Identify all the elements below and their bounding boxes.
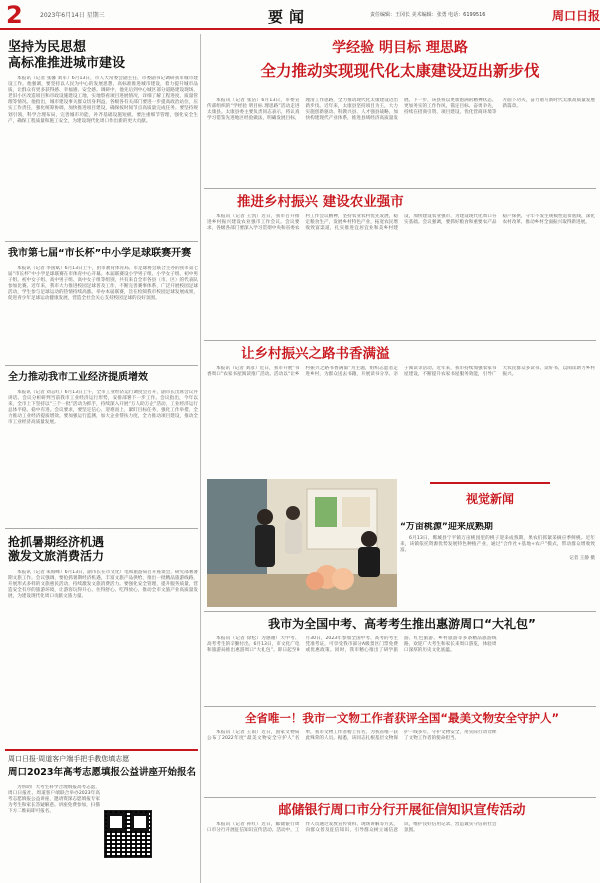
paper-logo: 周口日报	[552, 9, 600, 23]
article-football-league: 本报讯（记者 李国斌）6月13日上午，由市教育体育局、市足球协会联合主办的我市第七届“市长杯”中小学足球联赛在市体育中心开幕。本届联赛设小学男子组、小学女子组、初中男子组、初中女子组、高中男子组、高中女子组等组别，共有来自全市各县（市、区）的代表队参加比赛。近年来，我市大力推进校园足球普及工作，不断完善赛事体系，广泛开展校园足球活动，学生参与足球运动的热情持续高涨。举办本届联赛，旨在检阅我市校园足球发展成果，促进青少年足球运动健康发展，营造全社会关心支持校园足球的良好氛围。	[8, 266, 198, 302]
rule	[5, 241, 198, 242]
photo-caption-text: 6月13日，郸城县宁平镇万亩桃园里的桃子迎来成熟期，果农们抓紧采摘应季鲜桃。近年来，该镇依托资源优势发展特色种植产业，通过“合作社+基地+农户”模式，带动群众增收致富。	[400, 535, 595, 553]
qr-code[interactable]	[104, 810, 152, 858]
headline-football-league: 我市第七届“市长杯”中小学足球联赛开赛	[8, 248, 192, 259]
visual-news-badge: 视觉新闻	[465, 492, 514, 506]
rule	[204, 188, 596, 189]
headline-relic-guardian: 全省唯一！我市一文物工作者获评全国“最美文物安全守护人”	[244, 711, 560, 725]
rule	[5, 749, 198, 751]
main-headline-kicker: 学经验 明目标 理思路	[332, 40, 468, 56]
headline-rural-reading: 让乡村振兴之路书香满溢	[241, 346, 390, 362]
article-rural-revitalization: 本报讯（记者 王凯）近日，我市召开推进乡村振兴建设农业强市工作会议。会议要求，各级各部门要深入学习贯彻中央和省委农村工作会议精神，坚持农业农村优先发展，稳定粮食生产，发展乡村特色产业，拓宽农民增收致富渠道，扎实推进宜居宜业和美乡村建设，加快建设农业强市，为建设现代化周口夯实基础。会议强调，要抓好粮食和重要农产品稳产保供，守牢不发生规模性返贫底线，深化农村改革，推动乡村全面振兴取得新进展。	[207, 214, 595, 232]
publish-date: 2023年6月14日 星期三	[40, 12, 105, 19]
headline-rural-revitalization: 推进乡村振兴 建设农业强市	[237, 194, 404, 210]
rule	[204, 340, 596, 341]
article-taikang: 本报讯（记者 张洁）6月13日，市委宣传部组织的“学经验 明目标 理思路”活动走进太康县。太康县委主要负责同志表示，将认真学习借鉴先进地区经验做法，明确发展目标，理清工作思路，全力推动现代化太康建设迈出新步伐。近年来，太康县坚持项目为王，大力实施创新驱动、科教兴县、人才强县战略，加快构建现代产业体系，推进县域经济高质量发展。下一步，该县将以更加饱满的精神状态、更加务实的工作作风，锚定目标、奋勇争先，持续在招商引资、项目建设、优化营商环境等方面下功夫，奋力谱写新时代太康高质量发展新篇章。	[207, 98, 595, 122]
article-summer-economy: 本报讯（记者 朱海峰）6月13日，副市长在市文化广电和旅游局召开座谈会，研究部署暑期文旅工作。会议强调，要抢抓暑期经济机遇，丰富文旅产品供给，推出一批精品旅游线路，开展形式多样的文旅惠民活动，持续激发文旅消费活力。要强化安全管理，提升服务质量，营造安全有序的旅游环境，让游客玩得开心、住得舒心、吃得放心，推动全市文旅产业高质量发展，为建设现代化周口贡献文旅力量。	[8, 570, 198, 600]
column-rule-left	[200, 34, 201, 883]
article-gaokao-lecture: 为帮助广大考生科学合理填报高考志愿，周口日报社、周道客户端联合举办2023年高考志愿填报公益讲座，邀请资深志愿填报专家为考生和家长答疑解惑。讲座免费参加，扫描下方二维码即可报名。	[8, 785, 100, 815]
photo-caption	[400, 522, 595, 598]
rule	[204, 706, 596, 707]
rule	[5, 528, 198, 529]
page-number: 2	[6, 1, 23, 29]
article-city-construction: 本报讯（记者 张馨 刘军）6月13日，市人大常委会副主任、市委副书记调研我市城市建设工作。他强调，要坚持以人民为中心的发展思想，高标准推进城市建设，着力提升城市品质，让群众有更多获得感、幸福感、安全感。调研中，他先后到中心城区部分道路建设现场、老旧小区改造项目和市政设施建设工地，实地察看项目进展情况，详细了解工程进度、质量管理等情况。他指出，城市建设事关群众切身利益，各级各有关部门要进一步提高政治站位，压实工作责任，强化统筹协调，加快推进项目建设，确保按时间节点高质量完成任务。要坚持规划引领，科学合理布局，完善城市功能，补齐基础设施短板。要注重细节管理，强化安全生产，确保工程质量和施工安全，为建设现代化周口作出新的更大贡献。	[8, 76, 198, 124]
article-rural-reading: 本报讯（记者 刘彦）近日，我市开展“书香周口”农家书屋阅读推广活动。活动以“让乡村振兴之路书香满溢”为主题，组织志愿者走进乡村，为群众送去书籍，开展读书分享、亲子阅读等活动。近年来，我市持续加强农家书屋建设，不断提升农家书屋服务效能，引导广大农民群众多读书、读好书，以阅读助力乡村振兴。	[207, 366, 595, 378]
headline-kicker-gaokao: 周口日报·周道客户端手把手教您填志愿	[8, 755, 130, 763]
rule	[204, 611, 596, 612]
headline-exam-travel-package: 我市为全国中考、高考考生推出惠游周口“大礼包”	[268, 617, 536, 631]
rule	[204, 797, 596, 798]
section-title: 要闻	[268, 8, 311, 26]
headline-postal-bank: 邮储银行周口市分行开展征信知识宣传活动	[278, 803, 526, 818]
headline-summer-economy: 抢抓暑期经济机遇 激发文旅消费活力	[8, 535, 105, 564]
photo-caption-title: “万亩桃源”迎来成熟期	[400, 522, 493, 532]
headline-industrial-economy: 全力推动我市工业经济提质增效	[8, 372, 148, 383]
visual-news-box	[430, 482, 550, 518]
editor-credits: 责任编辑：王冈长 美术编辑：张勇 电话：6199516	[370, 12, 486, 18]
article-exam-travel-package: 本报讯（记者 徐松）为感谢广大中考、高考考生的辛勤付出，6月13日，市文化广电和旅游局推出惠游周口“大礼包”。即日起至9月30日，2023年参加全国中考、高考的考生凭准考证，可享受我市部分A级景区门票免费或优惠政策。同时，我市精心推出了研学旅游、红色旅游、乡村旅游等多条精品旅游线路，欢迎广大考生和家长来周口游览，体验周口深厚的历史文化底蕴。	[207, 636, 497, 654]
news-photo	[207, 479, 397, 607]
headline-city-construction: 坚持为民思想 高标准推进城市建设	[8, 40, 126, 71]
photo-credit: 记者 王静 摄	[569, 556, 595, 562]
article-industrial-economy: 本报讯（记者 刘志红）6月13日上午，全市工业经济运行调度会召开，副市长出席会议并讲话。会议分析研判当前我市工业经济运行形势，安排部署下一步工作。会议指出，今年以来，全市上下坚持以“三个一批”活动为抓手，持续深入开展“万人助万企”活动，工业经济运行总体平稳、稳中有进。会议要求，要坚定信心、迎难而上，紧盯目标任务，强化工作举措，全力推动工业经济提质增效。要加强运行监测，加大企业帮扶力度，全力推动项目建设，推动全市工业经济高质量发展。	[8, 390, 198, 426]
rule	[5, 365, 198, 366]
article-postal-bank: 本报讯（记者 孙红）近日，邮储银行周口市分行开展征信知识宣传活动。活动中，工作人员通过发放宣传资料、现场讲解等方式，向群众普及征信知识，引导群众树立诚信意识，维护良好信用记录，营造诚实守信的社会氛围。	[207, 822, 497, 834]
main-headline: 全力推动实现现代化太康建设迈出新步伐	[260, 62, 540, 80]
article-relic-guardian: 本报讯（记者 王雨）近日，国家文物局公布了2022年度“最美文物安全守护人”名单，我市文物工作者榜上有名，为我省唯一获此殊荣的人员。据悉，该同志扎根基层文物保护一线多年，守护文物安全，用实际行动诠释了文物工作者的使命担当。	[207, 730, 497, 742]
photo-illustration	[207, 479, 397, 607]
headline-gaokao-lecture: 周口2023年高考志愿填报公益讲座开始报名	[8, 767, 196, 778]
